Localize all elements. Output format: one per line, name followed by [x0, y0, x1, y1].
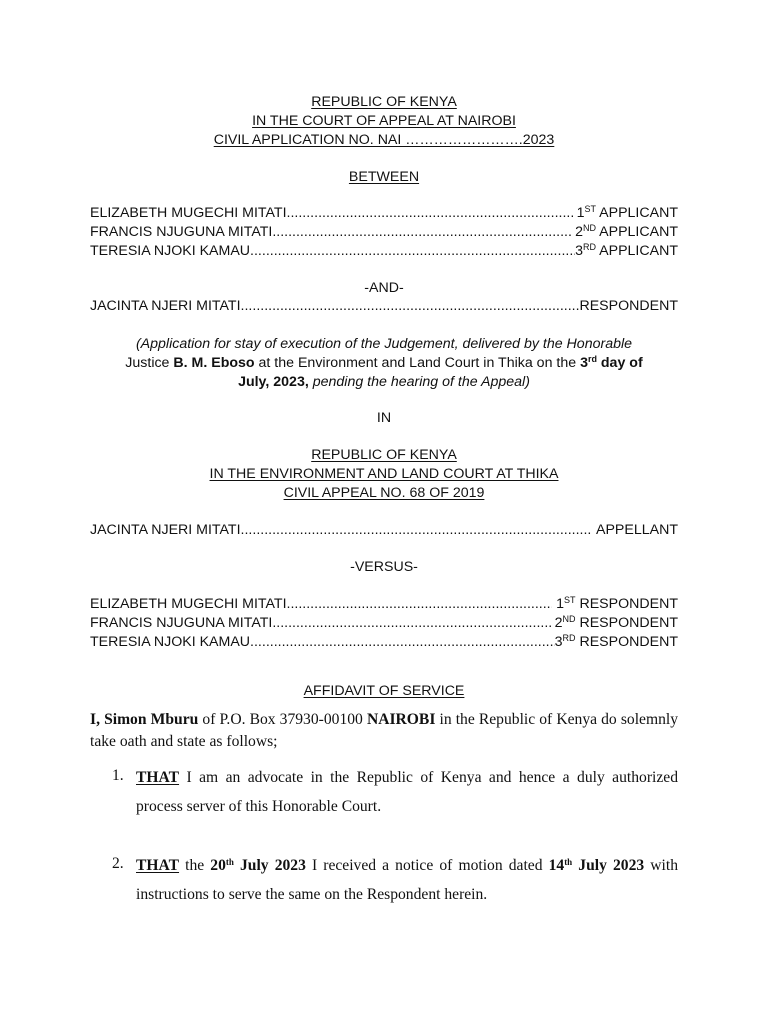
- respondent-name: FRANCIS NJUGUNA MITATI: [90, 615, 273, 631]
- deponent-city: NAIROBI: [366, 711, 436, 728]
- intro-paragraph: I, Simon Mburu of P.O. Box 37930-00100 NAIROBI in the Republic of Kenya do solemnly take oath and state as follows;: [90, 711, 679, 750]
- judge-name: B. M. Eboso: [173, 355, 255, 371]
- applicant-role: 1ST APPLICANT: [576, 204, 678, 221]
- applicant-name: TERESIA NJOKI KAMAU: [90, 243, 251, 259]
- respondent-name: TERESIA NJOKI KAMAU: [90, 634, 251, 650]
- item-number: 2.: [112, 855, 124, 872]
- heading-republic: REPUBLIC OF KENYA: [311, 94, 457, 110]
- dot-leader: [250, 634, 555, 650]
- dot-leader: [272, 615, 550, 631]
- in-label: IN: [376, 410, 392, 426]
- applicant-row: [90, 243, 678, 259]
- dot-leader: [272, 224, 571, 240]
- dot-leader: [241, 522, 592, 538]
- respondent-role: 1ST RESPONDENT: [556, 595, 678, 612]
- respondent-row: [90, 615, 678, 631]
- application-note: (Application for stay of execution of the Judgement, delivered by the Honorable Justice B. M. Eboso at the Environment and Land Court in Thika on the 3rd day of July, 2023, pending the hearing of the Appeal): [125, 336, 643, 390]
- item-text: THAT the 20th July 2023 I received a notice of motion dated 14th July 2023 with instructions to serve the same on the Respondent herein.: [136, 857, 679, 903]
- item-lead: THAT: [136, 857, 180, 874]
- judgement-date: July, 2023,: [238, 374, 309, 390]
- respondent-name: ELIZABETH MUGECHI MITATI: [90, 596, 287, 612]
- item-number: 1.: [112, 767, 124, 784]
- between-label: BETWEEN: [348, 169, 420, 185]
- heading-court: IN THE COURT OF APPEAL AT NAIROBI: [252, 113, 516, 129]
- heading2-court: IN THE ENVIRONMENT AND LAND COURT AT THIKA: [209, 466, 559, 482]
- affidavit-title: AFFIDAVIT OF SERVICE: [303, 683, 465, 699]
- item-text: THAT I am an advocate in the Republic of Kenya and hence a duly authorized process server of this Honorable Court.: [136, 769, 678, 815]
- note-line-1: (Application for stay of execution of the Judgement, delivered by the Honorable: [135, 336, 633, 352]
- applicant-role: 3RD APPLICANT: [575, 242, 678, 259]
- appellant-role: APPELLANT: [595, 522, 678, 538]
- respondent-row: [90, 596, 678, 612]
- applicant-name: FRANCIS NJUGUNA MITATI: [90, 224, 273, 240]
- versus-label: -VERSUS-: [350, 559, 418, 575]
- applicant-name: ELIZABETH MUGECHI MITATI: [90, 205, 287, 221]
- applicant-row: [90, 224, 678, 240]
- respondent-role: 2ND RESPONDENT: [554, 614, 678, 631]
- dot-leader: [287, 205, 573, 221]
- appellant-row: [90, 522, 678, 538]
- deponent-name: I, Simon Mburu: [90, 711, 199, 728]
- applicant-row: [90, 205, 678, 221]
- respondent-name: JACINTA NJERI MITATI: [90, 298, 241, 314]
- heading2-republic: REPUBLIC OF KENYA: [311, 447, 457, 463]
- respondent-row: [90, 634, 678, 650]
- heading-case-number: CIVIL APPLICATION NO. NAI …………………….2023: [213, 132, 555, 148]
- dot-leader: [250, 243, 575, 259]
- dot-leader: [241, 298, 580, 314]
- respondent-role: 3RD RESPONDENT: [554, 633, 678, 650]
- respondent-row: [90, 298, 678, 314]
- appellant-name: JACINTA NJERI MITATI: [90, 522, 241, 538]
- item-lead: THAT: [136, 769, 180, 786]
- and-label: -AND-: [364, 280, 404, 296]
- respondent-role: RESPONDENT: [579, 298, 678, 314]
- dot-leader: [287, 596, 553, 612]
- applicant-role: 2ND APPLICANT: [575, 223, 678, 240]
- heading2-case-number: CIVIL APPEAL NO. 68 OF 2019: [283, 485, 485, 501]
